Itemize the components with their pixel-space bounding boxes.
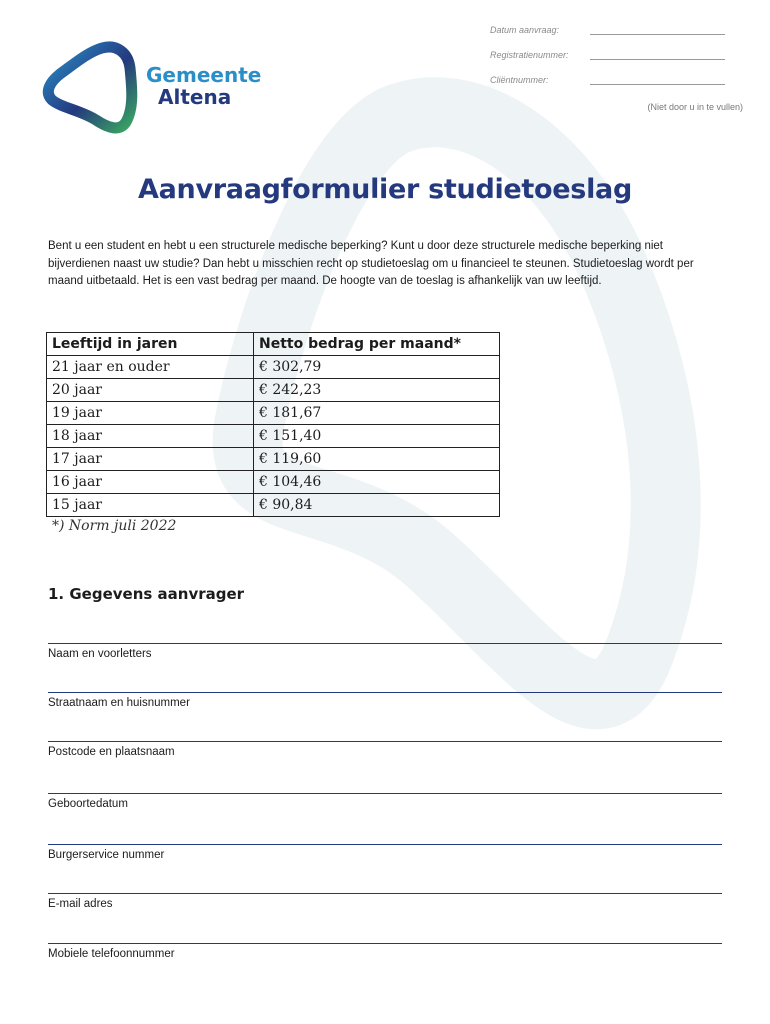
postcode-label: Postcode en plaatsnaam <box>48 746 175 758</box>
table-cell-age: 20 jaar <box>47 379 254 402</box>
phone-label: Mobiele telefoonnummer <box>48 948 175 960</box>
table-cell-age: 21 jaar en ouder <box>47 356 254 379</box>
table-row <box>47 448 500 471</box>
table-cell-age: 17 jaar <box>47 448 254 471</box>
table-cell-amount: € 242,23 <box>254 379 500 402</box>
office-use-note: (Niet door u in te vullen) <box>647 102 743 112</box>
street-label: Straatnaam en huisnummer <box>48 697 190 709</box>
office-label-registratie: Registratienummer: <box>490 50 569 60</box>
intro-paragraph: Bent u een student en hebt u een structurele medische beperking? Kunt u door deze structurele medische beperking niet bijverdienen naast uw studie? Dan hebt u misschien recht op studietoeslag om u financieel te steunen. Studietoeslag wordt per maand uitbetaald. Het is een vast bedrag per maand. De hoogte van de toeslag is afhankelijk van uw leeftijd. <box>48 240 694 287</box>
field-bsn <box>48 826 722 861</box>
table-footnote: *) Norm juli 2022 <box>52 518 177 534</box>
table-cell-amount: € 302,79 <box>254 356 500 379</box>
street-input[interactable] <box>48 674 722 693</box>
table-cell-age: 15 jaar <box>47 494 254 517</box>
table-cell-age: 18 jaar <box>47 425 254 448</box>
field-street <box>48 674 722 709</box>
table-cell-age: 19 jaar <box>47 402 254 425</box>
office-row-client <box>490 72 725 97</box>
table-header-age: Leeftijd in jaren <box>47 333 254 356</box>
form-title: Aanvraagformulier studietoeslag <box>138 174 632 205</box>
field-name <box>48 625 722 660</box>
office-row-registratie <box>490 47 725 72</box>
table-row <box>47 471 500 494</box>
table-row <box>47 356 500 379</box>
birthdate-input[interactable] <box>48 775 722 794</box>
postcode-input[interactable] <box>48 723 722 742</box>
table-cell-age: 16 jaar <box>47 471 254 494</box>
name-label: Naam en voorletters <box>48 648 152 660</box>
table-cell-amount: € 119,60 <box>254 448 500 471</box>
table-header-row <box>47 333 500 356</box>
office-field-datum[interactable] <box>590 34 725 35</box>
field-email <box>48 875 722 910</box>
table-header-amount: Netto bedrag per maand* <box>254 333 500 356</box>
logo-name-line1: Gemeente <box>146 63 262 87</box>
logo-name-line2: Altena <box>158 85 232 109</box>
office-row-datum <box>490 22 725 47</box>
email-label: E-mail adres <box>48 898 113 910</box>
field-phone <box>48 925 722 960</box>
phone-input[interactable] <box>48 925 722 944</box>
bsn-label: Burgerservice nummer <box>48 849 165 861</box>
office-field-registratie[interactable] <box>590 59 725 60</box>
office-label-datum: Datum aanvraag: <box>490 25 560 35</box>
email-input[interactable] <box>48 875 722 894</box>
gemeente-altena-logo <box>40 38 280 138</box>
table-row <box>47 402 500 425</box>
office-use-block <box>490 22 743 112</box>
office-field-client[interactable] <box>590 84 725 85</box>
name-input[interactable] <box>48 625 722 644</box>
table-row <box>47 494 500 517</box>
section-heading-applicant: 1. Gegevens aanvrager <box>48 585 245 603</box>
office-label-client: Cliëntnummer: <box>490 75 549 85</box>
table-cell-amount: € 151,40 <box>254 425 500 448</box>
field-birthdate <box>48 775 722 810</box>
table-row <box>47 379 500 402</box>
birthdate-label: Geboortedatum <box>48 798 128 810</box>
table-row <box>47 425 500 448</box>
rates-table <box>46 332 500 517</box>
table-cell-amount: € 104,46 <box>254 471 500 494</box>
field-postcode <box>48 723 722 758</box>
bsn-input[interactable] <box>48 826 722 845</box>
logo-mark-icon <box>40 38 150 138</box>
table-cell-amount: € 181,67 <box>254 402 500 425</box>
table-cell-amount: € 90,84 <box>254 494 500 517</box>
